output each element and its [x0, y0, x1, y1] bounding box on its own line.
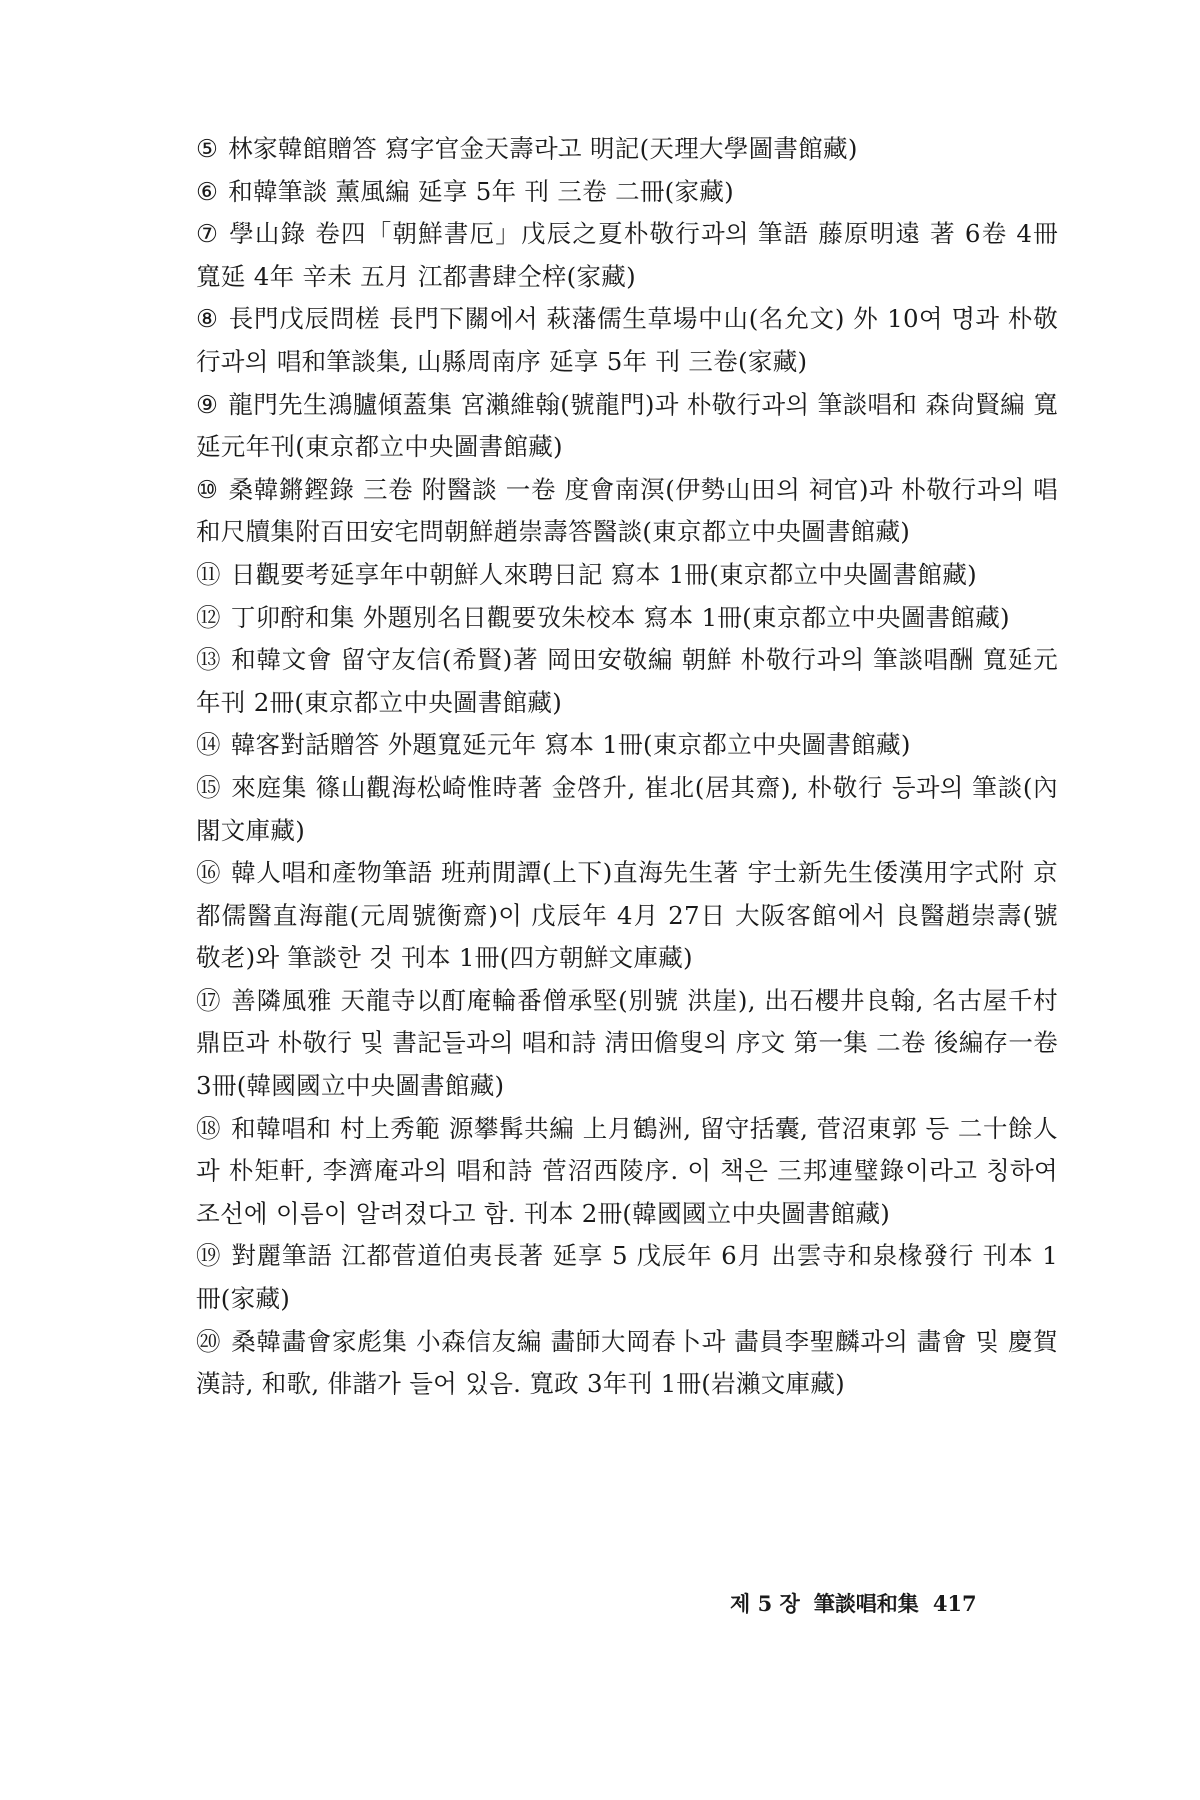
entry-20	[196, 1321, 1058, 1406]
entry-number: ⑪	[196, 559, 221, 589]
entry-text: 來庭集 篠山觀海松崎惟時著 金啓升, 崔北(居其齋), 朴敬行 등과의 筆談(內閣文庫藏)	[196, 772, 1058, 845]
entry-text: 丁卯酧和集 外題別名日觀要攷朱校本 寫本 1冊(東京都立中央圖書館藏)	[230, 602, 1010, 632]
entry-number: ⑬	[196, 645, 222, 675]
entry-11	[196, 554, 1058, 597]
entry-text: 龍門先生鴻臚傾蓋集 宮瀨維翰(號龍門)과 朴敬行과의 筆談唱和 森尙賢編 寬延元年刊(東京都立中央圖書館藏)	[196, 389, 1059, 462]
entry-number: ⑩	[196, 474, 219, 504]
entry-text: 對麗筆語 江都菅道伯夷長著 延享 5 戊辰年 6月 出雲寺和泉椽發行 刊本 1冊(家藏)	[196, 1241, 1058, 1314]
page-number: 417	[932, 1591, 977, 1616]
entry-text: 和韓文會 留守友信(希賢)著 岡田安敬編 朝鮮 朴敬行과의 筆談唱酬 寬延元年刊 2冊(東京都立中央圖書館藏)	[196, 645, 1058, 717]
chapter-label: 제 5 장	[730, 1591, 800, 1616]
entry-number: ⑯	[196, 858, 222, 888]
entry-13	[196, 639, 1058, 724]
entry-18	[196, 1108, 1058, 1236]
entry-15	[196, 767, 1058, 852]
entry-12	[196, 597, 1058, 640]
entry-8	[196, 298, 1058, 383]
entry-number: ⑮	[196, 772, 222, 802]
entry-number: ⑰	[196, 985, 222, 1015]
entry-text: 韓客對話贈答 外題寬延元年 寫本 1冊(東京都立中央圖書館藏)	[230, 730, 911, 760]
entry-19	[196, 1235, 1058, 1320]
entry-number: ⑱	[196, 1113, 222, 1143]
entry-number: ⑫	[196, 602, 221, 632]
entry-text: 日觀要考延享年中朝鮮人來聘日記 寫本 1冊(東京都立中央圖書館藏)	[230, 559, 977, 589]
entry-9	[196, 384, 1058, 469]
entry-text: 學山錄 卷四「朝鮮書厄」戊辰之夏朴敬行과의 筆語 藤原明遠 著 6卷 4冊 寬延 4年 辛未 五月 江都書肆仝梓(家藏)	[196, 219, 1058, 291]
chapter-title: 筆談唱和集	[813, 1591, 919, 1616]
entry-number: ⑲	[196, 1241, 222, 1271]
entry-17	[196, 980, 1058, 1108]
entry-number: ⑦	[196, 219, 220, 249]
entry-16	[196, 852, 1058, 980]
entry-text: 桑韓畵會家彪集 小森信友編 畵師大岡春卜과 畵員李聖麟과의 畵會 및 慶賀漢詩, 和歌, 俳諧가 들어 있음. 寬政 3年刊 1冊(岩瀨文庫藏)	[196, 1326, 1058, 1399]
entry-number: ⑭	[196, 730, 221, 760]
entry-10	[196, 469, 1058, 554]
entry-number: ⑥	[196, 176, 219, 206]
entry-number: ⑤	[196, 134, 219, 163]
entry-number: ⑧	[196, 304, 219, 334]
entry-number: ⑨	[196, 389, 219, 419]
entry-text: 長門戊辰問槎 長門下關에서 萩藩儒生草場中山(名允文) 外 10여 명과 朴敬行과의 唱和筆談集, 山縣周南序 延享 5年 刊 三卷(家藏)	[196, 304, 1058, 376]
entry-5	[196, 128, 1058, 171]
entry-text: 林家韓館贈答 寫字官金天壽라고 明記(天理大學圖書館藏)	[228, 134, 858, 163]
entry-text: 和韓唱和 村上秀範 源攀髯共編 上月鶴洲, 留守括囊, 菅沼東郭 등 二十餘人과 朴矩軒, 李濟庵과의 唱和詩 菅沼西陵序. 이 책은 三邦連璧錄이라고 칭하여 조선에 이름이 알려졌다고 함. 刊本 2冊(韓國國立中央圖書館藏)	[196, 1113, 1058, 1228]
entry-number: ⑳	[196, 1326, 222, 1356]
entry-6	[196, 171, 1058, 214]
page-body	[196, 128, 1058, 1406]
entry-14	[196, 724, 1058, 767]
entry-text: 桑韓鏘鏗錄 三卷 附醫談 一卷 度會南溟(伊勢山田의 祠官)과 朴敬行과의 唱和尺牘集附百田安宅問朝鮮趙崇壽答醫談(東京都立中央圖書館藏)	[196, 474, 1058, 547]
entry-text: 善隣風雅 天龍寺以酊庵輪番僧承堅(別號 洪崖), 出石櫻井良翰, 名古屋千村鼎臣과 朴敬行 및 書記들과의 唱和詩 淸田儋叟의 序文 第一集 二卷 後編存一卷 3冊(韓國國立中央圖書館藏)	[196, 985, 1058, 1101]
entry-text: 和韓筆談 薰風編 延享 5年 刊 三卷 二冊(家藏)	[228, 176, 734, 206]
entry-7	[196, 213, 1058, 298]
entry-text: 韓人唱和產物筆語 班荊閒譚(上下)直海先生著 宇士新先生倭漢用字式附 京都儒醫直海龍(元周號衡齋)이 戊辰年 4月 27日 大阪客館에서 良醫趙崇壽(號 敬老)와 筆談한 것 刊本 1冊(四方朝鮮文庫藏)	[196, 858, 1058, 973]
page-footer	[730, 1588, 991, 1618]
